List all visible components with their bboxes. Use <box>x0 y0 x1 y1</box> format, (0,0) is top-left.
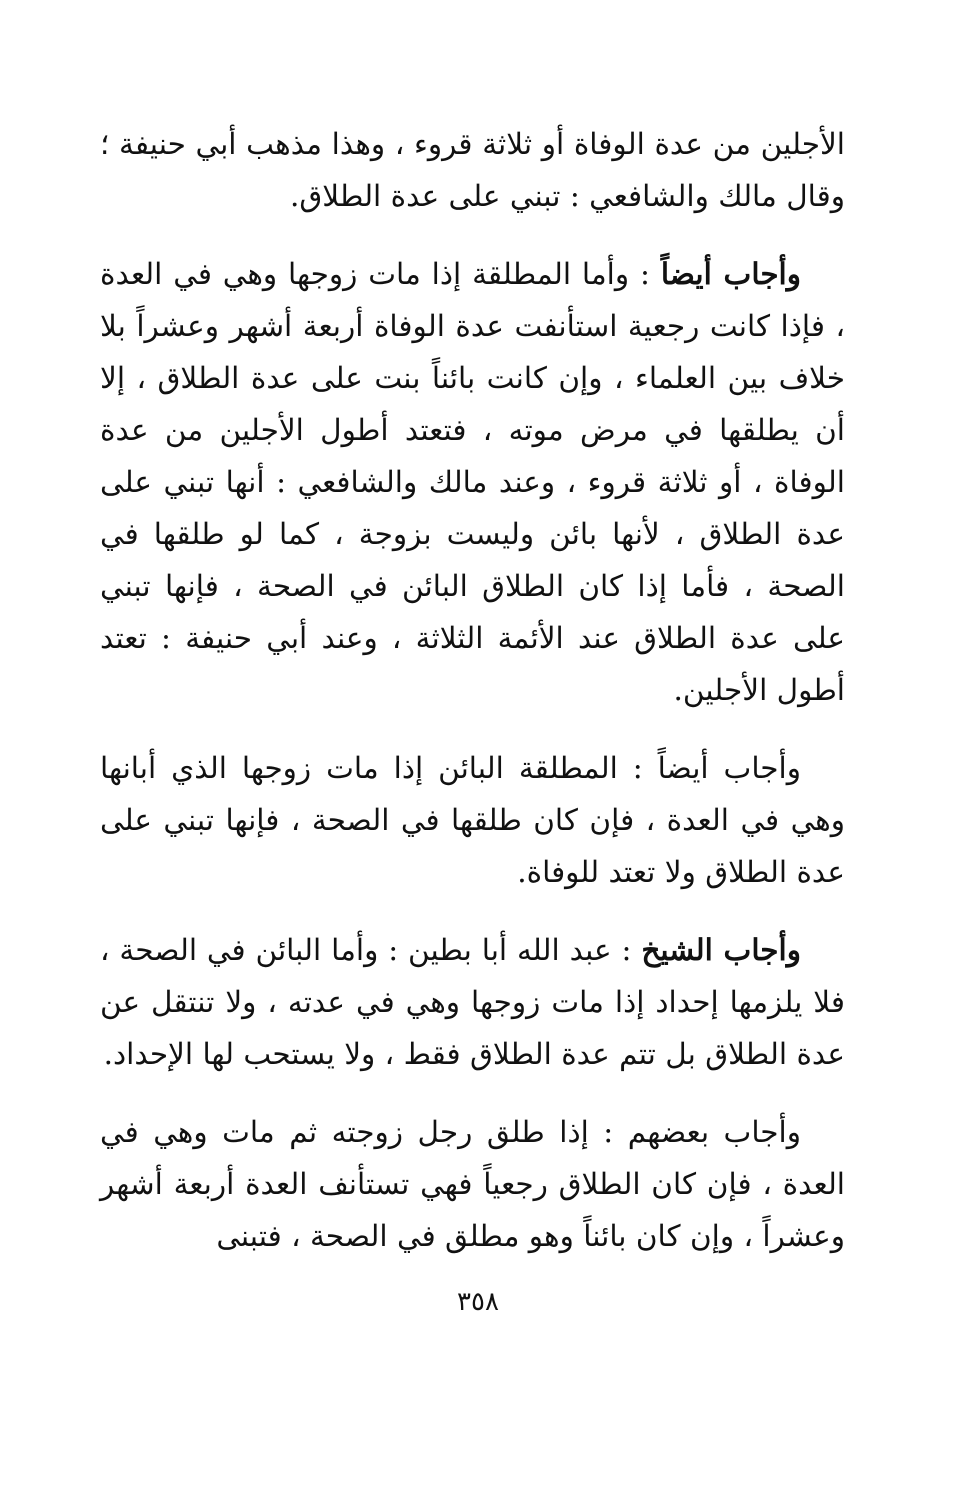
paragraph-2 <box>100 248 845 716</box>
page-number: ٣٥٨ <box>457 1287 499 1317</box>
paragraph-lead: وأجاب الشيخ <box>641 932 801 967</box>
paragraph-text: الأجلين من عدة الوفاة أو ثلاثة قروء ، وهذا مذهب أبي حنيفة ؛ وقال مالك والشافعي : تبني على عدة الطلاق. <box>100 127 845 213</box>
page-body <box>100 118 845 1288</box>
paragraph-4 <box>100 924 845 1080</box>
paragraph-5 <box>100 1106 845 1262</box>
paragraph-text: وأجاب بعضهم : إذا طلق رجل زوجته ثم مات وهي في العدة ، فإن كان الطلاق رجعياً فهي تستأنف العدة أربعة أشهر وعشراً ، وإن كان بائناً وهو مطلق في الصحة ، فتبنى <box>100 1115 845 1253</box>
paragraph-3 <box>100 742 845 898</box>
paragraph-lead: وأجاب أيضاً <box>660 256 801 291</box>
paragraph-text: وأجاب أيضاً : المطلقة البائن إذا مات زوجها الذي أبانها وهي في العدة ، فإن كان طلقها في الصحة ، فإنها تبني على عدة الطلاق ولا تعتد للوفاة. <box>100 751 845 889</box>
paragraph-1 <box>100 118 845 222</box>
paragraph-text: : عبد الله أبا بطين : وأما البائن في الصحة ، فلا يلزمها إحداد إذا مات زوجها وهي في عدته ، ولا تنتقل عن عدة الطلاق بل تتم عدة الطلاق فقط ، ولا يستحب لها الإحداد. <box>100 933 845 1071</box>
paragraph-text: : وأما المطلقة إذا مات زوجها وهي في العدة ، فإذا كانت رجعية استأنفت عدة الوفاة أربعة أشهر وعشراً بلا خلاف بين العلماء ، وإن كانت بائناً بنت على عدة الطلاق ، إلا أن يطلقها في مرض موته ، فتعتد أطول الأجلين من عدة الوفاة ، أو ثلاثة قروء ، وعند مالك والشافعي : أنها تبني على عدة الطلاق ، لأنها بائن وليست بزوجة ، كما لو طلقها في الصحة ، فأما إذا كان الطلاق البائن في الصحة ، فإنها تبني على عدة الطلاق عند الأئمة الثلاثة ، وعند أبي حنيفة : تعتد أطول الأجلين. <box>100 257 845 707</box>
